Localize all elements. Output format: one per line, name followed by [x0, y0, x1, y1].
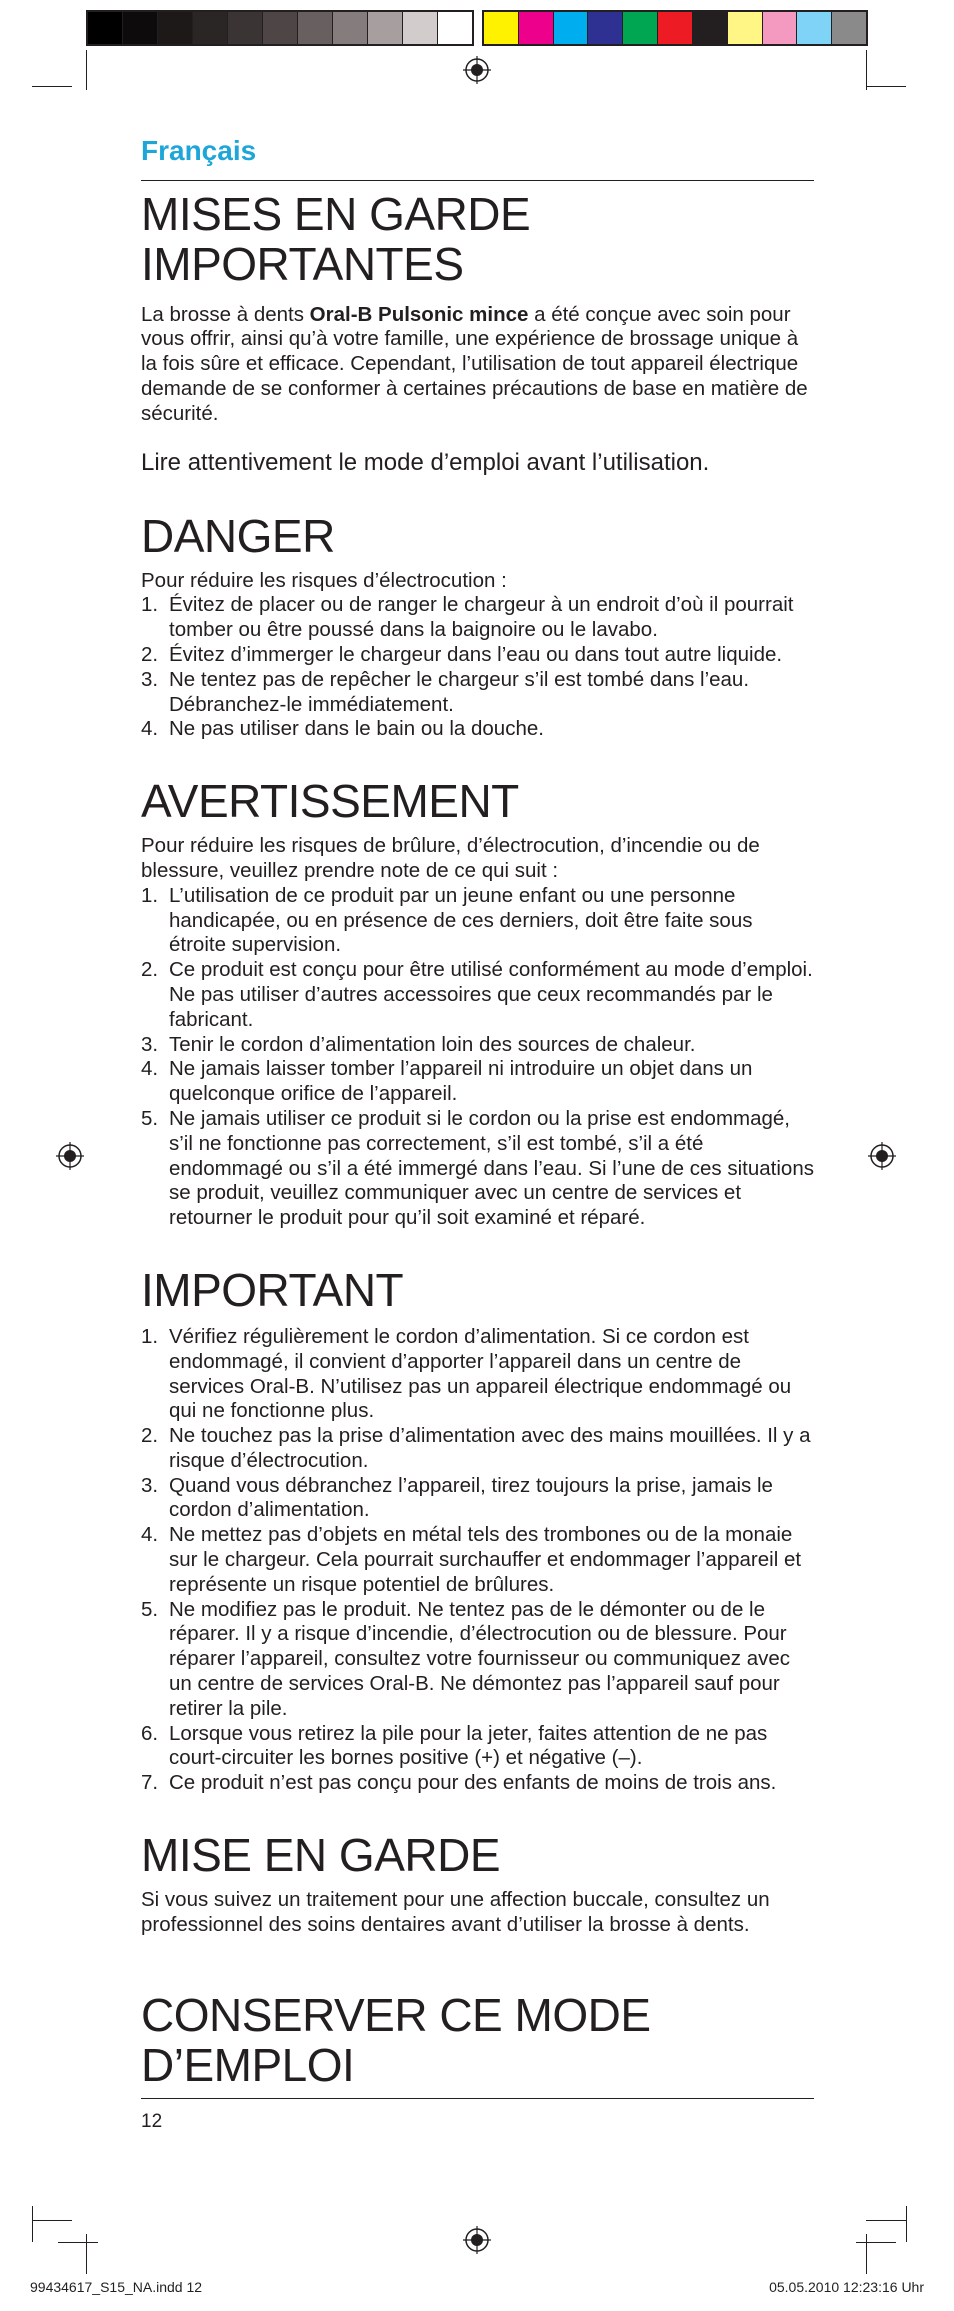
crop-mark	[906, 2206, 907, 2242]
list-item-text: Ne jamais laisser tomber l’appareil ni introduire un objet dans un quelconque orifice de l’appareil.	[169, 1057, 753, 1106]
crop-mark	[86, 2234, 87, 2274]
list-item	[141, 668, 814, 718]
important-list	[141, 1325, 814, 1796]
avertissement-intro: Pour réduire les risques de brûlure, d’électrocution, d’incendie ou de blessure, veuillez prendre note de ce qui suit :	[141, 834, 760, 882]
intro-text-end: a été conçue avec soin pour vous offrir, ainsi qu’à votre famille, une expérience de brossage unique à la fois sûre et efficace. Cependant, l’utilisation de tout appareil électrique demande de se conformer à certaines précautions de base en matière de sécurité.	[141, 302, 808, 425]
list-item	[141, 1523, 814, 1597]
list-item-text: Lorsque vous retirez la pile pour la jeter, faites attention de ne pas court-circuiter les bornes positive (+) et négative (–).	[169, 1721, 768, 1770]
list-number: 2.	[141, 642, 159, 666]
list-item	[141, 643, 814, 668]
list-number: 5.	[141, 1106, 159, 1130]
list-number: 2.	[141, 1424, 159, 1448]
list-item	[141, 717, 814, 742]
list-item-text: Ne tentez pas de repêcher le chargeur s’il est tombé dans l’eau. Débranchez-le immédiatement.	[169, 667, 750, 716]
list-item-text: Évitez d’immerger le chargeur dans l’eau ou dans tout autre liquide.	[169, 642, 783, 666]
color-swatch	[553, 12, 588, 44]
color-swatch	[587, 12, 622, 44]
color-swatch	[192, 12, 227, 44]
color-swatch	[831, 12, 866, 44]
crop-mark	[58, 2242, 98, 2243]
crop-mark	[86, 50, 87, 90]
list-item-text: L’utilisation de ce produit par un jeune enfant ou une personne handicapée, ou en présence de ces derniers, doit être faite sous étroite supervision.	[169, 883, 753, 957]
crop-mark	[866, 2234, 867, 2274]
list-number: 2.	[141, 958, 159, 982]
color-swatch	[88, 12, 122, 44]
list-item-text: Quand vous débranchez l’appareil, tirez toujours la prise, jamais le cordon d’alimentation.	[169, 1473, 773, 1522]
list-item	[141, 884, 814, 958]
list-item	[141, 1722, 814, 1772]
list-item	[141, 1598, 814, 1722]
section-title-conserver: CONSERVER CE MODE D’EMPLOI	[141, 1988, 651, 2091]
crop-mark	[32, 86, 72, 87]
color-swatch	[692, 12, 727, 44]
crop-mark	[32, 2206, 33, 2242]
registration-mark-icon	[868, 1142, 896, 1170]
list-number: 4.	[141, 1523, 159, 1547]
section-title-mises-en-garde-importantes: MISES EN GARDE IMPORTANTES	[141, 187, 531, 290]
list-item	[141, 1033, 814, 1058]
color-swatch	[657, 12, 692, 44]
color-swatch	[484, 12, 518, 44]
list-item	[141, 1057, 814, 1107]
page-number: 12	[141, 2110, 163, 2132]
color-swatch	[402, 12, 437, 44]
crop-mark	[866, 50, 867, 90]
list-item	[141, 1474, 814, 1524]
list-number: 1.	[141, 883, 159, 907]
document-body	[141, 134, 814, 2133]
list-item	[141, 958, 814, 1032]
language-heading: Français	[141, 135, 257, 166]
list-number: 4.	[141, 1057, 159, 1081]
list-item-text: Ne pas utiliser dans le bain ou la douche.	[169, 717, 544, 741]
crop-mark	[32, 2220, 72, 2221]
color-calibration-bar-grayscale	[86, 10, 474, 46]
color-swatch	[518, 12, 553, 44]
danger-intro: Pour réduire les risques d’électrocution :	[141, 568, 507, 592]
slug-filename: 99434617_S15_NA.indd 12	[30, 2279, 203, 2295]
product-brand-name: Oral-B Pulsonic mince	[309, 302, 529, 326]
color-swatch	[762, 12, 797, 44]
avertissement-list	[141, 884, 814, 1231]
crop-mark	[866, 2220, 906, 2221]
list-number: 3.	[141, 1473, 159, 1497]
color-swatch	[122, 12, 157, 44]
mise-en-garde-text: Si vous suivez un traitement pour une affection buccale, consultez un professionnel des soins dentaires avant d’utiliser la brosse à dents.	[141, 1888, 770, 1936]
list-item-text: Ce produit est conçu pour être utilisé conformément au mode d’emploi. Ne pas utiliser d’autres accessoires que ceux recommandés par le fabricant.	[169, 958, 813, 1031]
color-calibration-bar-process	[482, 10, 868, 46]
read-instructions-lead: Lire attentivement le mode d’emploi avant l’utilisation.	[141, 448, 710, 476]
list-item-text: Vérifiez régulièrement le cordon d’alimentation. Si ce cordon est endommagé, il convient d’apporter l’appareil dans un centre de services Oral-B. N’utilisez pas un appareil électrique endommagé ou qui ne fonctionne plus.	[169, 1324, 792, 1423]
color-swatch	[227, 12, 262, 44]
list-item-text: Tenir le cordon d’alimentation loin des sources de chaleur.	[169, 1032, 696, 1056]
list-number: 6.	[141, 1721, 159, 1745]
color-swatch	[727, 12, 762, 44]
color-swatch	[262, 12, 297, 44]
list-item	[141, 1107, 814, 1231]
list-number: 7.	[141, 1771, 159, 1795]
list-item-text: Ce produit n’est pas conçu pour des enfants de moins de trois ans.	[169, 1771, 777, 1795]
list-item	[141, 1424, 814, 1474]
crop-mark	[856, 2242, 896, 2243]
bottom-rule	[141, 2098, 814, 2099]
registration-mark-icon	[463, 2226, 491, 2254]
list-item-text: Ne modifiez pas le produit. Ne tentez pas de le démonter ou de le réparer. Il y a risque d’incendie, d’électrocution ou de blessure. Pour réparer l’appareil, consultez votre fournisseur ou communiquez avec un centre de services Oral-B. Ne démontez pas l’appareil sauf pour retirer la pile.	[169, 1597, 791, 1720]
color-swatch	[796, 12, 831, 44]
list-number: 3.	[141, 667, 159, 691]
list-item-text: Ne touchez pas la prise d’alimentation avec des mains mouillées. Il y a risque d’électrocution.	[169, 1424, 811, 1472]
color-swatch	[437, 12, 472, 44]
list-item	[141, 1771, 814, 1796]
color-swatch	[157, 12, 192, 44]
section-title-mise-en-garde: MISE EN GARDE	[141, 1829, 501, 1882]
list-item	[141, 1325, 814, 1424]
list-number: 1.	[141, 593, 159, 617]
danger-list	[141, 593, 814, 742]
list-item-text: Ne mettez pas d’objets en métal tels des trombones ou de la monaie sur le chargeur. Cela pourrait surchauffer et endommager l’appareil et représente un risque potentiel de brûlures.	[169, 1523, 802, 1596]
list-item-text: Évitez de placer ou de ranger le chargeur à un endroit d’où il pourrait tomber ou être poussé dans la baignoire ou le lavabo.	[169, 593, 794, 642]
list-number: 5.	[141, 1597, 159, 1621]
color-swatch	[622, 12, 657, 44]
section-title-important: IMPORTANT	[141, 1263, 404, 1316]
list-number: 3.	[141, 1032, 159, 1056]
slug-timestamp: 05.05.2010 12:23:16 Uhr	[769, 2279, 924, 2295]
registration-mark-icon	[463, 56, 491, 84]
color-swatch	[332, 12, 367, 44]
top-rule	[141, 180, 814, 181]
color-swatch	[367, 12, 402, 44]
intro-text-start: La brosse à dents	[141, 302, 310, 326]
list-number: 4.	[141, 717, 159, 741]
list-number: 1.	[141, 1324, 159, 1348]
list-item	[141, 593, 814, 643]
intro-paragraph	[141, 303, 814, 427]
color-swatch	[297, 12, 332, 44]
section-title-avertissement: AVERTISSEMENT	[141, 775, 519, 828]
registration-mark-icon	[56, 1142, 84, 1170]
section-title-danger: DANGER	[141, 509, 335, 562]
list-item-text: Ne jamais utiliser ce produit si le cordon ou la prise est endommagé, s’il ne fonctionne pas correctement, s’il est tombé, s’il a été endommagé ou s’il a été immergé dans l’eau. Si l’une de ces situations se produit, veuillez communiquer avec un centre de services et retourner le produit pour qu’il soit examiné et réparé.	[169, 1106, 814, 1230]
crop-mark	[866, 86, 906, 87]
